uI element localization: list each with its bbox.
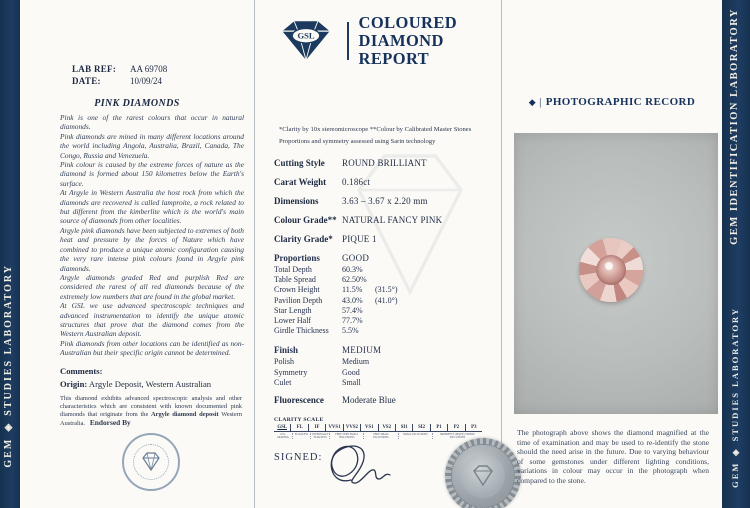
paragraph: At GSL we use advanced spectroscopic techniques and advanced instrumentation to identify the unique atomic structures that prove that the diamond comes from the Western Australian deposit. [60, 301, 244, 339]
prop-value: 62.50% [342, 275, 367, 285]
paragraph: Argyle diamonds graded Red and purplish Red are considered the rarest of all red diamonds because of the extremely low numbers that are found in the global market. [60, 272, 244, 301]
diamond-glyph [138, 452, 164, 472]
finish-row-value: Medium [342, 357, 370, 367]
diamond-photograph [514, 133, 718, 414]
origin-row [60, 379, 244, 389]
left-bar-label: GEM ◈ STUDIES LABORATORY [3, 264, 14, 468]
left-column [20, 0, 255, 508]
spec-row-clarity-grade [274, 234, 501, 244]
right-bar-top-label: GEM IDENTIFICATION LABORATORY [729, 8, 740, 245]
clarity-grade-cell: IF [308, 424, 325, 431]
finish-row-value: Good [342, 367, 360, 377]
paragraph: At Argyle in Western Australia the host rock from which the diamonds are recovered is called lamproite, a rock related to but different from the kimberlite which is the world's main source of diamonds from other localities. [60, 188, 244, 226]
clarity-grade-cell: P3 [465, 424, 482, 431]
date-value: 10/09/24 [130, 76, 163, 86]
clarity-scale-label: CLARITY SCALE [274, 417, 324, 424]
prop-value: 43.0% [342, 295, 363, 305]
origin-label: Origin: [60, 378, 88, 389]
finish-header [274, 345, 501, 355]
date-row [72, 76, 246, 86]
prop-row-table-spread [274, 275, 501, 285]
footnote-sarin: Proportions and symmetry assessed using Sarin technology [279, 138, 436, 145]
date-label: DATE: [72, 76, 101, 86]
proportions-label: Proportions [274, 253, 320, 263]
report-title [359, 14, 501, 68]
photograph-caption: The photograph above shows the diamond magnified at the time of examination and may be used to re-identify the stone should the need arise in the future. Due to varying behaviour of some gemstones under different lighting conditions, variations in colour may occur in the photograph when compared to the stone. [517, 428, 709, 485]
lab-ref-label: LAB REF: [72, 64, 117, 74]
finish-row-value: Small [342, 377, 361, 387]
association-seal-icon [122, 433, 180, 491]
spec-value: ROUND BRILLIANT [342, 158, 427, 168]
finish-row-symmetry [274, 368, 501, 378]
spec-value: PIQUE 1 [342, 234, 377, 244]
prop-value: 60.3% [342, 265, 363, 274]
endorsed-by-label: Endorsed By [89, 417, 131, 427]
diamond-icon: ◆ [528, 97, 537, 107]
prop-value: 11.5% [342, 285, 363, 295]
prop-value: 57.4% [342, 305, 363, 315]
lab-ref-value: AA 69708 [130, 64, 168, 74]
comments-label: Comments: [60, 365, 103, 376]
report-title-line2: REPORT [358, 49, 430, 68]
seal-core [461, 454, 505, 498]
spec-row-carat-weight [274, 177, 501, 187]
proportions-grade: GOOD [342, 253, 370, 263]
finish-row-label: Polish [274, 357, 295, 367]
pink-diamonds-heading: PINK DIAMONDS [94, 98, 180, 109]
right-bar-bottom-label: GEM ◈ STUDIES LABORATORY [730, 307, 740, 488]
clarity-grade-cell: P2 [447, 424, 464, 431]
prop-row-total-depth [274, 265, 501, 275]
spec-row-dimensions [274, 196, 501, 206]
prop-row-pavilion-depth [274, 296, 501, 306]
clarity-desc-cell: VERY SMALL INCLUSIONS [363, 433, 397, 439]
report-title-line1: COLOURED DIAMOND [358, 13, 458, 50]
prop-label: Lower Half [274, 316, 312, 326]
proportions-block [274, 253, 501, 336]
lab-ref-row [72, 64, 246, 74]
association-seal-inner [133, 444, 169, 480]
prop-label: Table Spread [274, 275, 316, 285]
fluorescence-row [274, 395, 501, 405]
signature [317, 428, 407, 490]
spec-label: Colour Grade** [274, 215, 337, 225]
prop-extra: (41.0°) [375, 295, 398, 305]
paragraph: Pink is one of the rarest colours that occur in natural diamonds. [60, 113, 244, 132]
clarity-desc-cell: VERY VERY SMALL INCLUSIONS [329, 433, 363, 439]
prop-row-lower-half [274, 316, 501, 326]
prop-extra: (31.5°) [375, 285, 398, 295]
clarity-grade-cell: VVS1 [325, 424, 342, 431]
report-column [255, 0, 502, 508]
paragraph: Pink diamonds are mined in many different locations around the world including Angola, Australia, Brazil, Canada, The Congo, Russia and Venezuela. [60, 131, 244, 160]
spec-label: Clarity Grade* [274, 234, 333, 244]
photographic-record-title: PHOTOGRAPHIC RECORD [545, 96, 696, 108]
comments-block [60, 366, 244, 389]
clarity-grade-cell: VS1 [360, 424, 377, 431]
fluorescence-label: Fluorescence [274, 395, 324, 406]
spec-list [274, 158, 501, 244]
fluorescence-value: Moderate Blue [342, 395, 396, 406]
prop-row-crown-height [274, 285, 501, 295]
finish-label: Finish [274, 345, 299, 356]
diamond-glint [605, 262, 613, 270]
certificate [20, 0, 722, 508]
paragraph: Pink colour is caused by the extreme forces of nature as the diamond is formed about 150 kilometres below the Earth's surface. [60, 160, 244, 188]
clarity-grade-cell: SI1 [395, 424, 412, 431]
right-side-bar [722, 0, 750, 508]
footnote-clarity-colour: *Clarity by 10x stereomicroscope **Colour by Calibrated Master Stones [279, 126, 472, 133]
gsl-logo-icon [273, 18, 339, 64]
finish-row-culet [274, 378, 501, 388]
proportions-header [274, 253, 501, 263]
prop-row-star-length [274, 306, 501, 316]
prop-value: 77.7% [342, 316, 363, 326]
spec-value: 3.63 – 3.67 x 2.20 mm [342, 196, 428, 206]
fine-print-tail: Western Australia. [60, 410, 242, 427]
clarity-desc-cell: INTERNALLY FLAWLESS [312, 433, 329, 440]
prop-label: Girdle Thickness [274, 326, 329, 336]
spec-label: Cutting Style [274, 158, 325, 168]
finish-grade: MEDIUM [342, 345, 382, 356]
spec-row-cutting-style [274, 158, 501, 168]
photographic-column [502, 0, 722, 508]
prop-label: Star Length [274, 305, 312, 315]
finish-row-label: Symmetry [274, 367, 308, 377]
prop-label: Total Depth [274, 265, 312, 274]
fine-print-bold: Argyle diamond deposit [151, 410, 219, 418]
paragraph: Argyle pink diamonds have been subjected to extremes of both heat and pressure by the forces of Nature which have combined to produce a unique atomic configuration causing the very rare intense pink colours found in Argyle pink diamonds. [60, 225, 244, 273]
spec-label: Carat Weight [274, 177, 327, 187]
spec-value: 0.186ct [342, 177, 371, 187]
prop-row-girdle-thickness [274, 326, 501, 336]
clarity-grade-cell: GSL [277, 425, 288, 431]
clarity-desc-cell: GSL GRADING [276, 433, 289, 440]
title-divider [347, 22, 349, 60]
origin-value: Argyle Deposit, Western Australian [88, 378, 212, 389]
photographic-record-header [502, 96, 722, 108]
diamond-table-facet [596, 255, 626, 285]
pink-diamond-image [579, 238, 643, 302]
fine-print-text: This diamond exhibits advanced spectroscopic analysis and other characteristics which are consistent with known documented pink diamonds that originate from the [60, 394, 242, 418]
seal-diamond-glyph [468, 464, 498, 488]
clarity-desc-cell: IMPERFECT (PIQUE) VISIBLE INCLUSIONS [432, 433, 482, 439]
paragraph: Pink diamonds from other locations can be identified as non-Australian but their specific origin cannot be determined. [60, 338, 244, 358]
lab-reference-block [72, 64, 246, 86]
spec-value: NATURAL FANCY PINK [342, 215, 443, 225]
prop-label: Pavilion Depth [274, 295, 323, 305]
report-header [273, 14, 501, 68]
clarity-grade-cell: VVS2 [343, 424, 360, 431]
clarity-grade-cell: P1 [430, 424, 447, 431]
header-separator: | [539, 96, 542, 108]
clarity-grade-cell: SI2 [412, 424, 429, 431]
finish-block [274, 345, 501, 388]
footnotes [279, 124, 501, 148]
prop-value: 5.5% [342, 326, 359, 336]
clarity-desc-cell: SMALL INCLUSIONS [398, 433, 432, 439]
signed-label: SIGNED: [274, 452, 323, 463]
clarity-grade-cell: FL [290, 424, 307, 431]
svg-text:GSL: GSL [297, 30, 315, 41]
clarity-desc-cell: FLAWLESS [292, 433, 311, 439]
finish-row-label: Culet [274, 377, 292, 387]
left-side-bar [0, 0, 20, 508]
pink-diamonds-text [60, 113, 244, 358]
fine-print [60, 395, 242, 428]
finish-row-polish [274, 357, 501, 367]
spec-label: Dimensions [274, 196, 319, 206]
spec-row-colour-grade [274, 215, 501, 225]
prop-label: Crown Height [274, 285, 320, 295]
clarity-grade-cell: VS2 [378, 424, 395, 431]
